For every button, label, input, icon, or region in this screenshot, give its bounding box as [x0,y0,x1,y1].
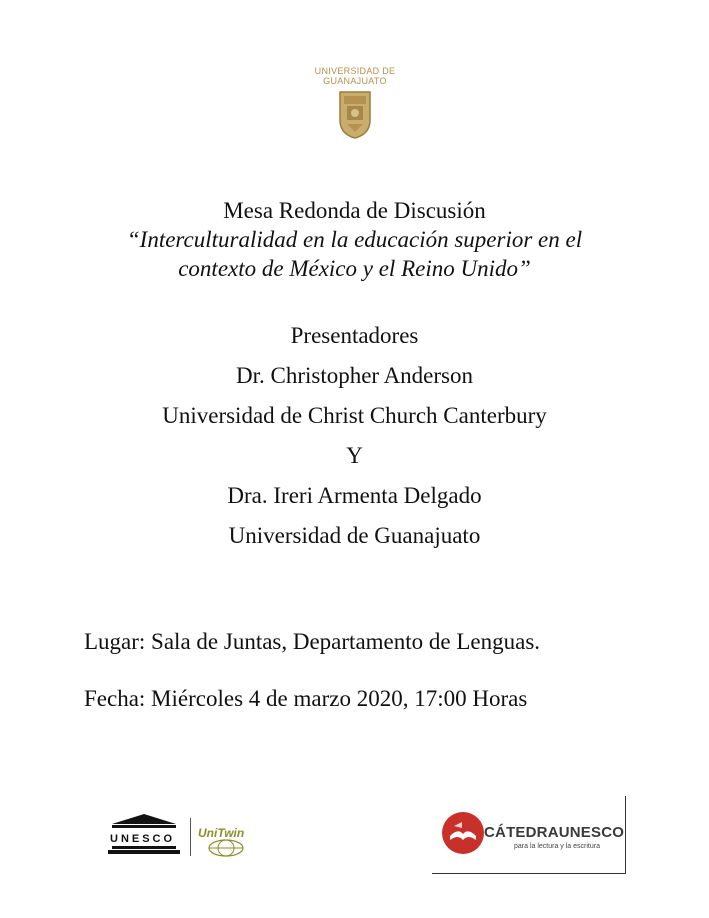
unesco-text: UNESCO [110,833,176,845]
presenter1-affiliation: Universidad de Christ Church Canterbury [162,403,547,428]
event-title: Mesa Redonda de Discusión [223,198,486,223]
university-logo [300,66,410,140]
catedra-subtitle: para la lectura y la escritura [514,843,600,850]
catedra-unesco-logo [432,796,626,874]
open-book-icon [440,810,486,856]
presenter2-affiliation: Universidad de Guanajuato [228,523,481,548]
event-date: Fecha: Miércoles 4 de marzo 2020, 17:00 Horas [84,686,528,711]
event-subtitle-line2: contexto de México y el Reino Unido” [178,256,531,281]
event-subtitle-line1: “Interculturalidad en la educación superior en el [126,227,583,252]
university-crest-icon [338,90,372,140]
presenters-heading: Presentadores [290,323,419,348]
university-name-line1: UNIVERSIDAD DE [314,66,396,76]
presenters-block [0,320,709,560]
event-place: Lugar: Sala de Juntas, Departamento de Lenguas. [84,629,541,654]
presenter2-name: Dra. Ireri Armenta Delgado [227,483,482,508]
unitwin-logo [198,820,268,856]
unitwin-text: UniTwin [198,826,245,840]
university-name-line2: GUANAJUATO [323,76,387,86]
footer-divider [190,818,191,856]
presenter1-name: Dr. Christopher Anderson [235,363,473,388]
catedra-title: CÁTEDRAUNESCO [484,824,625,841]
presenters-connector: Y [346,443,363,468]
globe-icon [206,838,246,858]
event-title-block [0,196,709,283]
